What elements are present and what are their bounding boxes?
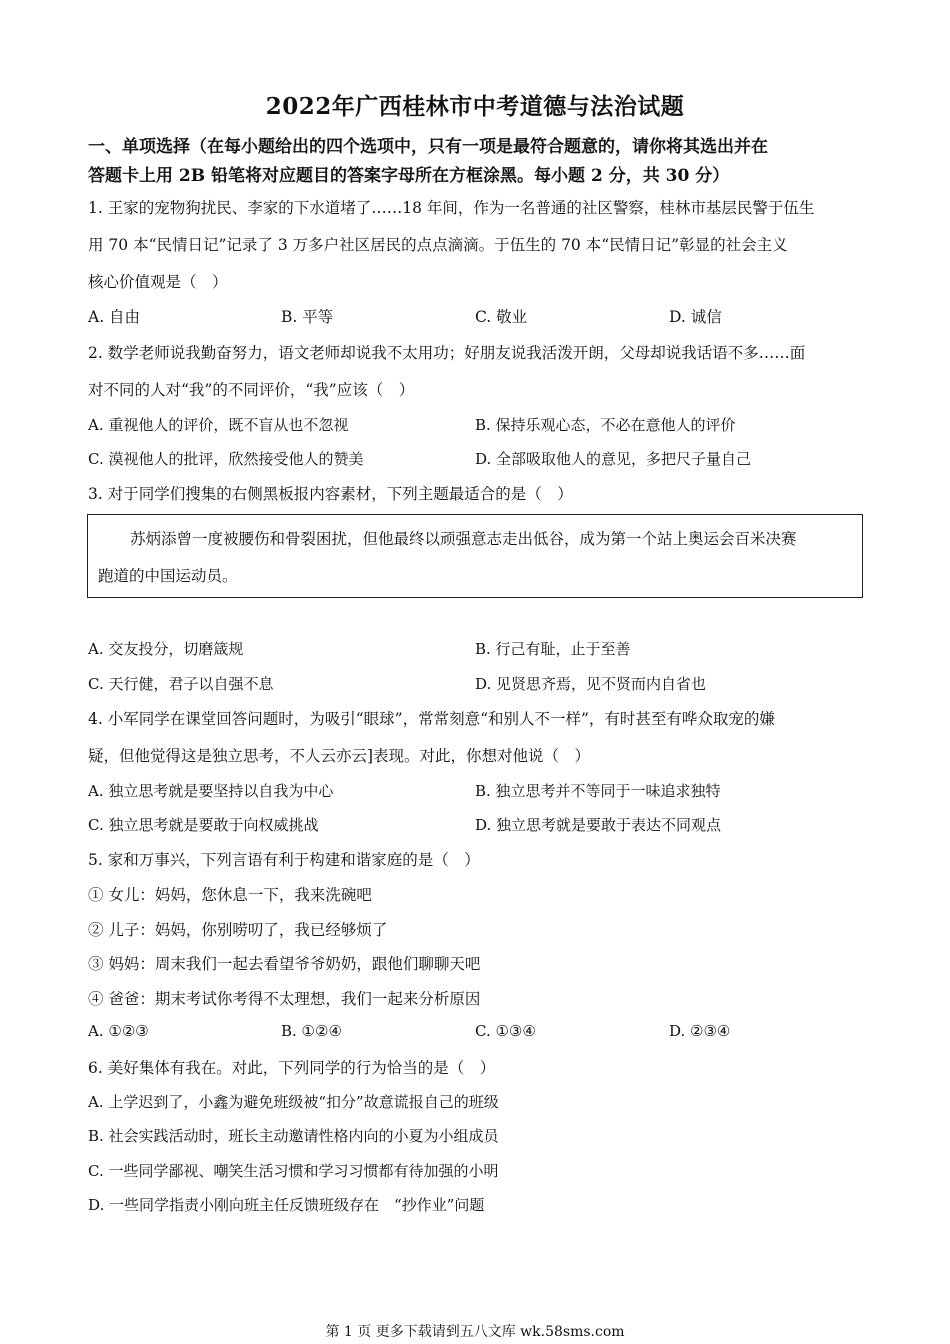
q3-material-line-2: 跑道的中国运动员。 [98, 567, 238, 585]
q5-option-d: D. ②③④ [669, 1022, 731, 1040]
q4-option-b: B. 独立思考并不等同于一味追求独特 [475, 782, 721, 800]
q3-option-b: B. 行己有耻，止于至善 [475, 640, 631, 658]
page-footer: 第 1 页 更多下载请到五八文库 wk.58sms.com [325, 1324, 625, 1340]
q2-option-d: D. 全部吸取他人的意见，多把尺子量自己 [475, 450, 752, 468]
page-title: 2022年广西桂林市中考道德与法治试题 [265, 93, 685, 120]
q3-option-c: C. 天行健，君子以自强不息 [88, 675, 274, 693]
q3-option-a: A. 交友投分，切磨箴规 [88, 640, 244, 658]
q4-option-a: A. 独立思考就是要坚持以自我为中心 [88, 782, 334, 800]
q5-option-b: B. ①②④ [281, 1022, 342, 1040]
q6-option-a: A. 上学迟到了，小鑫为避免班级被“扣分”故意谎报自己的班级 [88, 1093, 499, 1111]
q5-statement-1: ① 女儿：妈妈，您休息一下，我来洗碗吧 [88, 886, 372, 904]
q5-statement-4: ④ 爸爸：期末考试你考得不太理想，我们一起来分析原因 [88, 990, 481, 1008]
q6-option-d: D. 一些同学指责小刚向班主任反馈班级存在 “抄作业”问题 [88, 1196, 485, 1214]
q6-stem-line-1: 6. 美好集体有我在。对此，下列同学的行为恰当的是（ ） [88, 1059, 496, 1077]
q4-option-c: C. 独立思考就是要敢于向权威挑战 [88, 816, 319, 834]
q2-option-c: C. 漠视他人的批评，欣然接受他人的赞美 [88, 450, 364, 468]
q3-stem-line-1: 3. 对于同学们搜集的右侧黑板报内容素材，下列主题最适合的是（ ） [88, 485, 573, 503]
q4-stem-line-2: 疑，但他觉得这是独立思考，不人云亦云]表现。对此，你想对他说（ ） [88, 747, 591, 765]
q5-statement-3: ③ 妈妈：周末我们一起去看望爷爷奶奶，跟他们聊聊天吧 [88, 955, 481, 973]
q5-option-c: C. ①③④ [475, 1022, 536, 1040]
q4-option-d: D. 独立思考就是要敢于表达不同观点 [475, 816, 722, 834]
q4-stem-line-1: 4. 小军同学在课堂回答问题时，为吸引“眼球”，常常刻意“和别人不一样”，有时甚至有哗众取宠的嫌 [88, 710, 775, 728]
q1-option-a: A. 自由 [88, 308, 141, 326]
q1-stem-line-3: 核心价值观是（ ） [88, 273, 228, 291]
q6-option-b: B. 社会实践活动时，班长主动邀请性格内向的小夏为小组成员 [88, 1127, 499, 1145]
q2-stem-line-2: 对不同的人对“我”的不同评价，“我”应该（ ） [88, 381, 415, 399]
q3-material-line-1: 苏炳添曾一度被腰伤和骨裂困扰，但他最终以顽强意志走出低谷，成为第一个站上奥运会百米决赛 [130, 530, 797, 548]
q3-option-d: D. 见贤思齐焉，见不贤而内自省也 [475, 675, 707, 693]
q1-option-c: C. 敬业 [475, 308, 528, 326]
q5-option-a: A. ①②③ [88, 1022, 149, 1040]
section-heading-line-2: 答题卡上用 2B 铅笔将对应题目的答案字母所在方框涂黑。每小题 2 分，共 30 分） [88, 166, 730, 186]
q1-option-d: D. 诚信 [669, 308, 722, 326]
q6-option-c: C. 一些同学鄙视、嘲笑生活习惯和学习习惯都有待加强的小明 [88, 1162, 499, 1180]
q2-stem-line-1: 2. 数学老师说我勤奋努力，语文老师却说我不太用功；好朋友说我活泼开朗，父母却说我话语不多……面 [88, 344, 806, 362]
q1-stem-line-1: 1. 王家的宠物狗扰民、李家的下水道堵了……18 年间，作为一名普通的社区警察，桂林市基层民警于伍生 [88, 199, 815, 217]
q5-statement-2: ② 儿子：妈妈，你别唠叨了，我已经够烦了 [88, 921, 388, 939]
q2-option-a: A. 重视他人的评价，既不盲从也不忽视 [88, 416, 349, 434]
section-heading-line-1: 一、单项选择（在每小题给出的四个选项中，只有一项是最符合题意的，请你将其选出并在 [88, 137, 768, 157]
q2-option-b: B. 保持乐观心态，不必在意他人的评价 [475, 416, 736, 434]
q1-stem-line-2: 用 70 本“民情日记”记录了 3 万多户社区居民的点点滴滴。于伍生的 70 本“民情日记”彰显的社会主义 [88, 236, 788, 254]
q5-stem-line-1: 5. 家和万事兴，下列言语有利于构建和谐家庭的是（ ） [88, 851, 480, 869]
q3-material-box [87, 514, 863, 598]
q1-option-b: B. 平等 [281, 308, 334, 326]
